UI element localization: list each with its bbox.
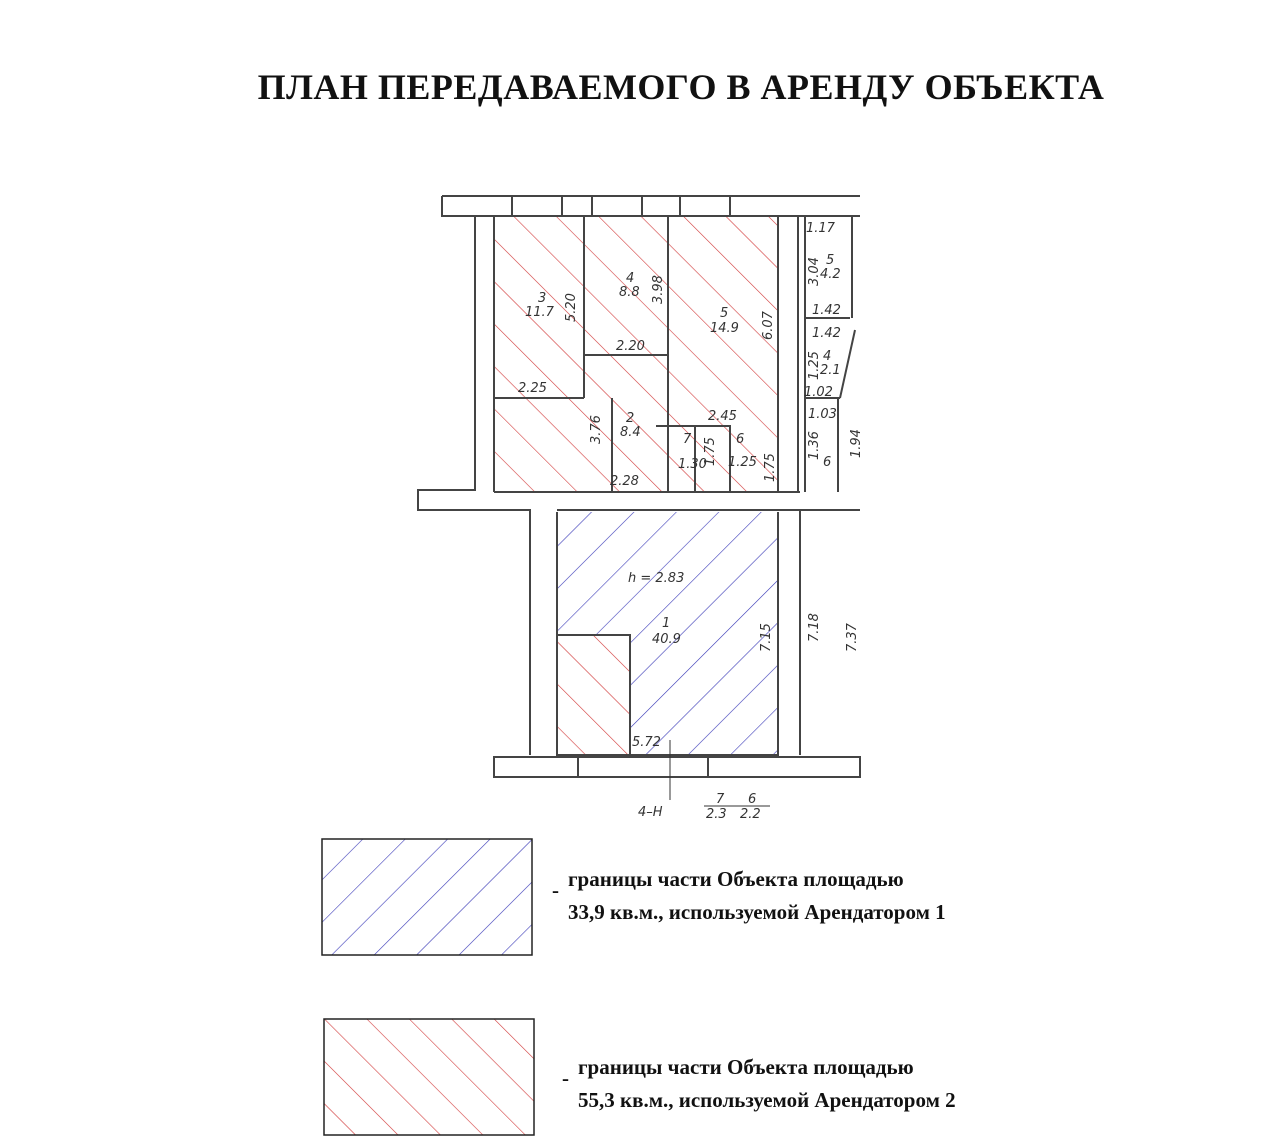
legend-1-text xyxy=(568,863,946,929)
room-4-number: 4 xyxy=(626,271,635,286)
room-2-number: 2 xyxy=(626,411,635,426)
legend-1-line1: границы части Объекта площадью xyxy=(568,867,904,891)
dim-6-07: 6.07 xyxy=(761,311,776,340)
room-7-number: 7 xyxy=(683,432,692,447)
dim-7-37: 7.37 xyxy=(845,623,860,652)
dim-1-03: 1.03 xyxy=(808,407,837,422)
room-1-area: 40.9 xyxy=(652,632,681,647)
room-3-area: 11.7 xyxy=(525,305,554,320)
room-6-number: 6 xyxy=(736,432,745,447)
legend-1-dash: - xyxy=(552,878,559,902)
dim-5-72: 5.72 xyxy=(632,735,661,750)
dim-7-15: 7.15 xyxy=(759,623,774,652)
footer-room-7: 7 xyxy=(716,792,725,807)
footer-area-2-3: 2.3 xyxy=(706,807,727,822)
window-bottom xyxy=(578,757,708,777)
dim-2-20: 2.20 xyxy=(616,339,645,354)
dim-1-25b: 1.25 xyxy=(807,351,822,380)
dim-1-42b: 1.42 xyxy=(812,326,841,341)
dim-2-45: 2.45 xyxy=(708,409,737,424)
right-room-6-number: 6 xyxy=(823,455,832,470)
room-5-area: 14.9 xyxy=(710,321,739,336)
dim-1-02: 1.02 xyxy=(804,385,833,400)
room-5-number: 5 xyxy=(720,306,729,321)
legend-swatch-tenant2 xyxy=(323,1018,535,1136)
legend-2-text xyxy=(578,1051,956,1117)
room-1-number: 1 xyxy=(662,616,671,631)
window-top-3 xyxy=(680,196,730,216)
dim-1-75b: 1.75 xyxy=(763,453,778,482)
right-room-5-area: 4.2 xyxy=(820,267,841,282)
dim-5-20: 5.20 xyxy=(564,293,579,322)
right-room-4-number: 4 xyxy=(823,349,832,364)
dim-1-36: 1.36 xyxy=(807,431,822,460)
window-top-2 xyxy=(592,196,642,216)
dim-1-17: 1.17 xyxy=(806,221,835,236)
footer-room-6: 6 xyxy=(748,792,757,807)
dim-3-98: 3.98 xyxy=(651,275,666,304)
legend-2-line2: 55,3 кв.м., используемой Арендатором 2 xyxy=(578,1088,956,1112)
dim-1-94: 1.94 xyxy=(849,429,864,458)
dim-7-18: 7.18 xyxy=(807,613,822,642)
page-title: ПЛАН ПЕРЕДАВАЕМОГО В АРЕНДУ ОБЪЕКТА xyxy=(257,67,1105,107)
footer-area-2-2: 2.2 xyxy=(740,807,761,822)
dim-1-30: 1.30 xyxy=(678,457,707,472)
dim-3-76: 3.76 xyxy=(589,415,604,444)
dim-3-04: 3.04 xyxy=(807,257,822,286)
top-wall xyxy=(442,196,860,216)
right-room-5-number: 5 xyxy=(826,253,835,268)
axis-label: 4–Н xyxy=(638,805,663,820)
legend-1-line2: 33,9 кв.м., используемой Арендатором 1 xyxy=(568,900,946,924)
dim-1-42a: 1.42 xyxy=(812,303,841,318)
legend-2-line1: границы части Объекта площадью xyxy=(578,1055,914,1079)
dim-1-25: 1.25 xyxy=(728,455,757,470)
ceiling-height: h = 2.83 xyxy=(628,571,685,586)
dim-2-28: 2.28 xyxy=(610,474,639,489)
legend-swatch-tenant1 xyxy=(321,838,533,956)
room-2-area: 8.4 xyxy=(620,425,641,440)
window-top-1 xyxy=(512,196,562,216)
room-3-number: 3 xyxy=(538,291,547,306)
dim-2-25: 2.25 xyxy=(518,381,547,396)
middle-wall xyxy=(494,492,860,510)
tenant2-zone-lower xyxy=(557,635,630,755)
legend-2-dash: - xyxy=(562,1066,569,1090)
right-room-4-area: 2.1 xyxy=(820,363,841,378)
dim-1-75: 1.75 xyxy=(703,437,718,466)
room-4-area: 8.8 xyxy=(619,285,640,300)
